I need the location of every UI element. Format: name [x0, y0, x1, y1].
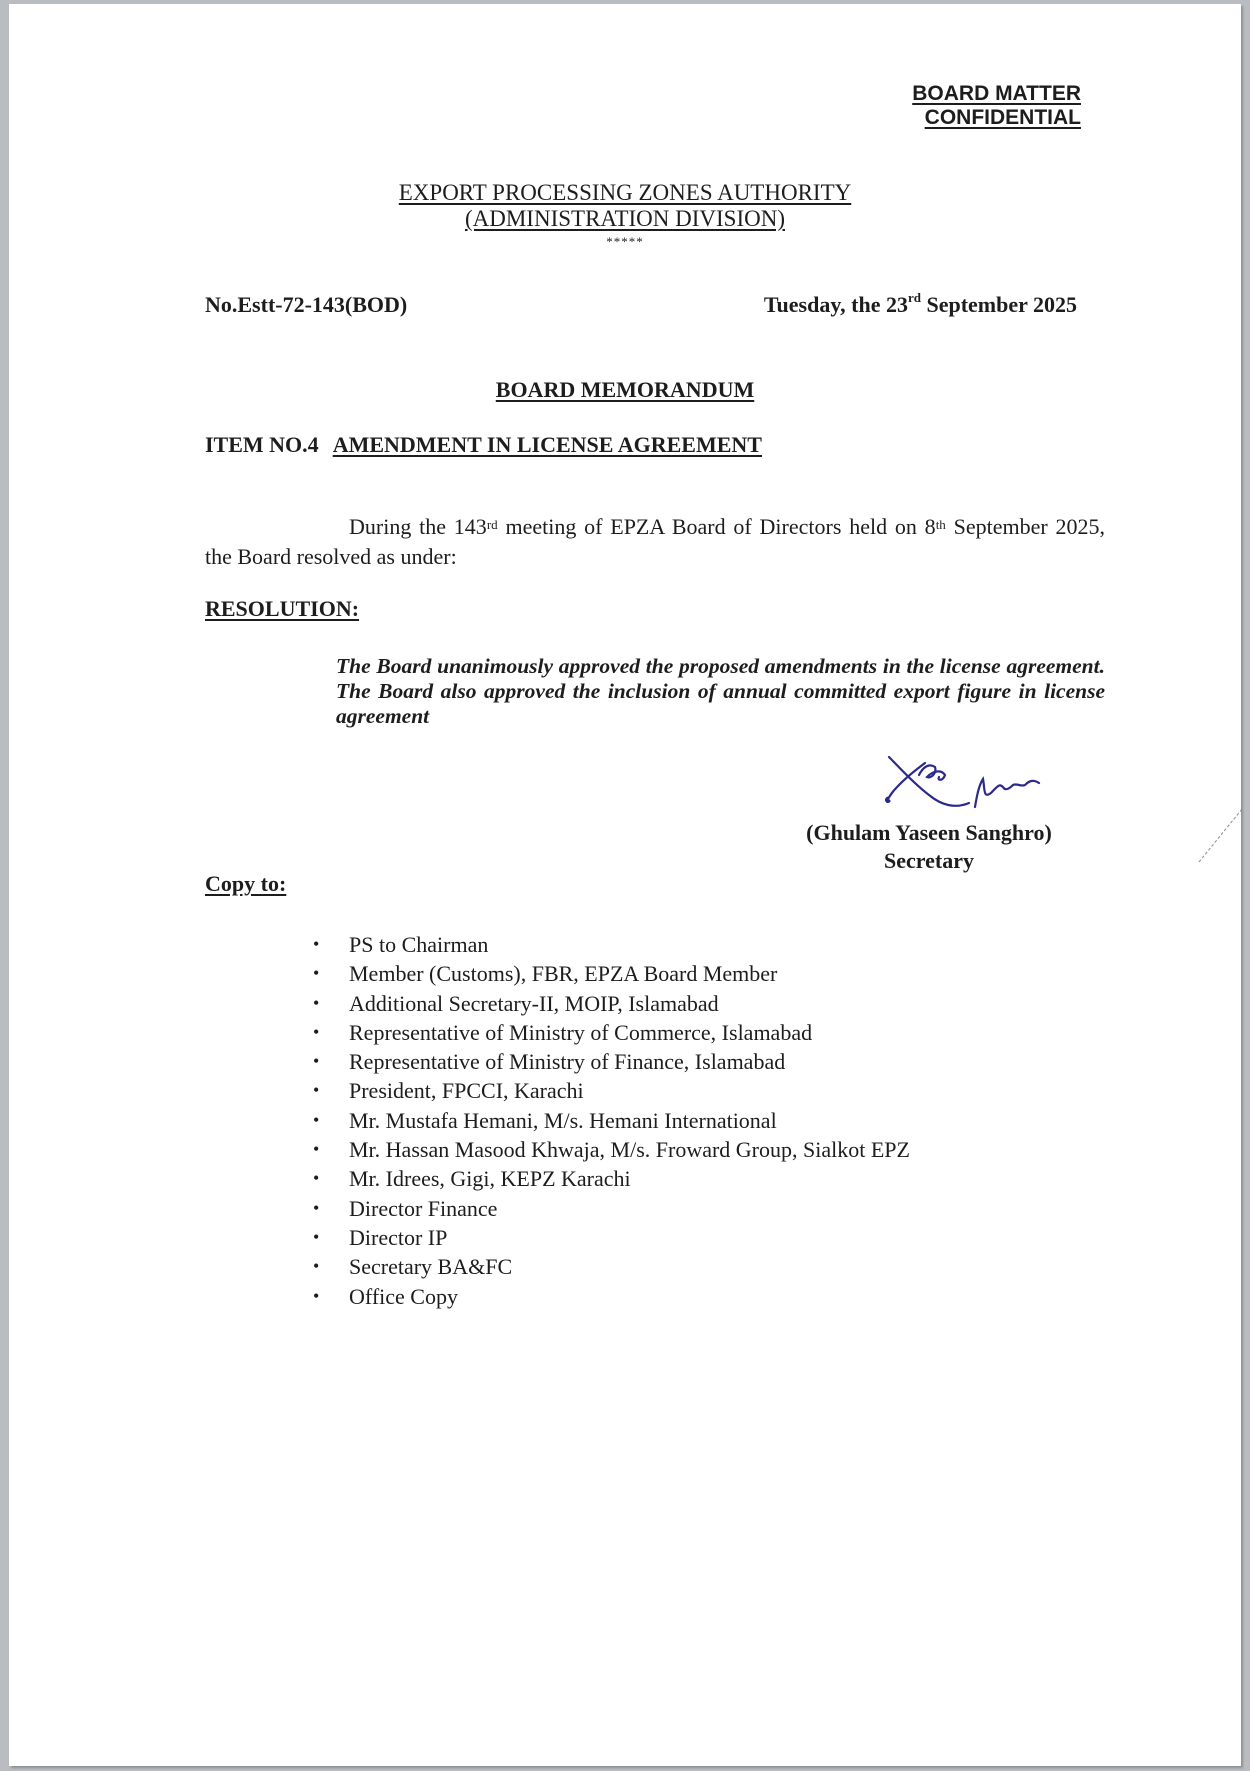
recipient-name: Mr. Idrees, Gigi, KEPZ Karachi — [349, 1166, 631, 1192]
signatory-block — [769, 819, 1089, 875]
recipient-item — [309, 1135, 910, 1164]
recipient-name: Member (Customs), FBR, EPZA Board Member — [349, 961, 778, 987]
document-page — [9, 4, 1241, 1766]
item-title: AMENDMENT IN LICENSE AGREEMENT — [332, 432, 762, 457]
recipient-name: Representative of Ministry of Commerce, Islamabad — [349, 1019, 813, 1045]
recipient-item — [309, 1194, 910, 1223]
bullet-icon: • — [313, 1080, 320, 1101]
organization-name: EXPORT PROCESSING ZONES AUTHORITY — [398, 180, 852, 205]
intro-part-3: September 2025, the Board resolved as under: — [205, 514, 1105, 569]
recipient-item — [309, 989, 910, 1018]
resolution-text: The Board unanimously approved the proposed amendments in the license agreement. The Board also approved the inclusion of annual committed export figure in license agreement — [336, 654, 1105, 728]
signatory-name: (Ghulam Yaseen Sanghro) — [806, 820, 1052, 845]
bullet-icon: • — [313, 1021, 320, 1042]
recipient-item — [309, 1047, 910, 1076]
intro-part-2: meeting of EPZA Board of Directors held on 8 — [497, 514, 936, 539]
resolution-heading-text: RESOLUTION: — [205, 596, 360, 621]
separator-stars: ***** — [606, 234, 644, 249]
intro-ordinal-1: rd — [486, 517, 498, 532]
recipient-name: Office Copy — [349, 1283, 458, 1309]
resolution-heading — [205, 596, 359, 622]
classification-line-1: BOARD MATTER — [912, 82, 1081, 105]
division-name: (ADMINISTRATION DIVISION) — [464, 206, 786, 231]
organization-header — [9, 180, 1241, 232]
date-rest: September 2025 — [920, 292, 1077, 317]
bullet-icon: • — [313, 934, 320, 954]
recipient-name: Secretary BA&FC — [349, 1254, 513, 1280]
item-heading — [205, 432, 762, 458]
signature — [879, 749, 1069, 819]
memo-title-text: BOARD MEMORANDUM — [495, 377, 755, 402]
bullet-icon: • — [313, 963, 320, 984]
recipient-name: Director Finance — [349, 1195, 498, 1221]
bullet-icon: • — [313, 1226, 320, 1247]
bullet-icon: • — [313, 1109, 320, 1130]
recipient-item — [309, 1223, 910, 1252]
item-label: ITEM NO.4 — [205, 432, 319, 457]
reference-number: No.Estt-72-143(BOD) — [205, 292, 408, 317]
recipient-item — [309, 1076, 910, 1105]
recipient-item — [309, 1252, 910, 1281]
intro-paragraph — [205, 512, 1105, 572]
intro-ordinal-2: th — [935, 517, 946, 532]
classification-line-2: CONFIDENTIAL — [924, 106, 1081, 129]
bullet-icon: • — [313, 1168, 320, 1189]
memo-title — [9, 377, 1241, 403]
scan-mark — [1197, 804, 1247, 864]
recipient-name: President, FPCCI, Karachi — [349, 1078, 584, 1104]
recipient-name: Mr. Hassan Masood Khwaja, M/s. Froward Group, Sialkot EPZ — [349, 1137, 910, 1163]
copy-to-heading — [205, 871, 286, 897]
recipient-name: Additional Secretary-II, MOIP, Islamabad — [349, 990, 719, 1016]
date-ordinal: rd — [907, 290, 921, 305]
copy-to-heading-text: Copy to: — [205, 871, 287, 896]
recipient-name: Director IP — [349, 1224, 448, 1250]
recipient-name: Mr. Mustafa Hemani, M/s. Hemani International — [349, 1107, 777, 1133]
recipient-item — [309, 1164, 910, 1193]
copy-to-list — [309, 930, 910, 1311]
bullet-icon: • — [313, 992, 320, 1013]
intro-part-1: During the 143 — [349, 514, 487, 539]
recipient-name: Representative of Ministry of Finance, Islamabad — [349, 1049, 786, 1075]
bullet-icon: • — [313, 1051, 320, 1072]
recipient-item — [309, 959, 910, 988]
recipient-item — [309, 1018, 910, 1047]
bullet-icon: • — [313, 1256, 320, 1277]
date-prefix: Tuesday, the 23 — [763, 292, 908, 317]
bullet-icon: • — [313, 1285, 320, 1306]
bullet-icon: • — [313, 1139, 320, 1160]
classification-block — [912, 82, 1081, 130]
signatory-designation: Secretary — [884, 848, 974, 873]
recipient-name: PS to Chairman — [349, 932, 489, 957]
recipient-item — [309, 1282, 910, 1311]
bullet-icon: • — [313, 1197, 320, 1218]
memo-date — [764, 292, 1077, 318]
recipient-item — [309, 1106, 910, 1135]
recipient-item — [309, 930, 910, 959]
